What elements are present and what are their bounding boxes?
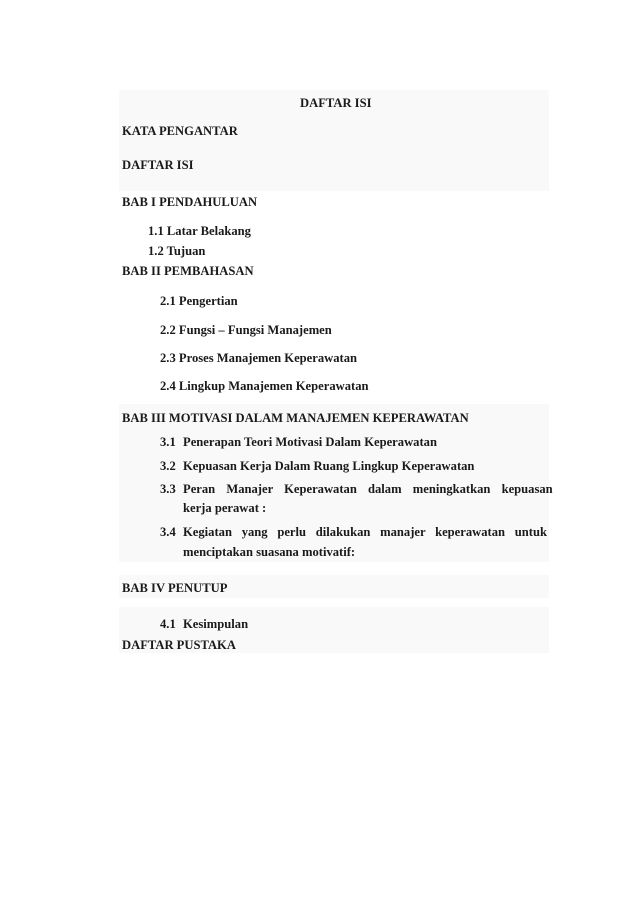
page-title: DAFTAR ISI xyxy=(300,96,372,110)
toc-entry-daftar-isi[interactable]: DAFTAR ISI xyxy=(122,158,194,172)
toc-entry-3-1[interactable]: Penerapan Teori Motivasi Dalam Keperawatan xyxy=(183,435,437,449)
toc-num-4-1: 4.1 xyxy=(160,617,176,631)
toc-entry-2-4[interactable]: 2.4 Lingkup Manajemen Keperawatan xyxy=(160,379,369,393)
toc-entry-kata-pengantar[interactable]: KATA PENGANTAR xyxy=(122,124,238,138)
toc-heading-bab3[interactable]: BAB III MOTIVASI DALAM MANAJEMEN KEPERAWATAN xyxy=(122,411,469,425)
toc-entry-4-1[interactable]: Kesimpulan xyxy=(183,617,249,631)
toc-entry-3-3[interactable]: Peran Manajer Keperawatan dalam meningkatkan kepuasan xyxy=(183,482,553,496)
toc-heading-bab4[interactable]: BAB IV PENUTUP xyxy=(122,581,228,595)
toc-entry-3-4-cont: menciptakan suasana motivatif: xyxy=(183,545,356,559)
toc-entry-2-2[interactable]: 2.2 Fungsi – Fungsi Manajemen xyxy=(160,323,332,337)
toc-num-3-2: 3.2 xyxy=(160,459,176,473)
toc-entry-2-3[interactable]: 2.3 Proses Manajemen Keperawatan xyxy=(160,351,358,365)
toc-entry-2-1[interactable]: 2.1 Pengertian xyxy=(160,294,238,308)
toc-entry-1-2[interactable]: 1.2 Tujuan xyxy=(148,244,206,258)
toc-heading-bab1[interactable]: BAB I PENDAHULUAN xyxy=(122,195,258,209)
toc-entry-3-4[interactable]: Kegiatan yang perlu dilakukan manajer keperawatan untuk xyxy=(183,525,547,539)
toc-entry-3-3-cont: kerja perawat : xyxy=(183,501,267,515)
toc-heading-bab2[interactable]: BAB II PEMBAHASAN xyxy=(122,264,254,278)
toc-entry-daftar-pustaka[interactable]: DAFTAR PUSTAKA xyxy=(122,638,236,652)
toc-num-3-1: 3.1 xyxy=(160,435,176,449)
toc-entry-1-1[interactable]: 1.1 Latar Belakang xyxy=(148,224,251,238)
toc-num-3-4: 3.4 xyxy=(160,525,176,539)
toc-num-3-3: 3.3 xyxy=(160,482,176,496)
toc-entry-3-2[interactable]: Kepuasan Kerja Dalam Ruang Lingkup Keperawatan xyxy=(183,459,475,473)
